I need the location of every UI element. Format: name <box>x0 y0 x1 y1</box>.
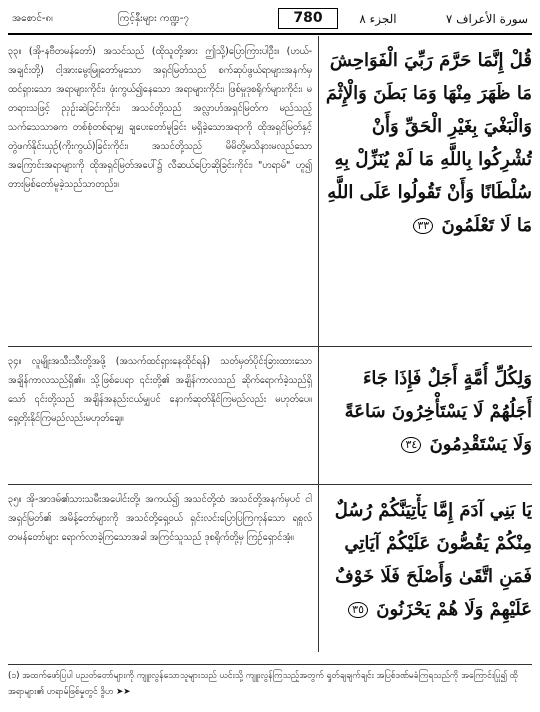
page-number: 780 <box>278 8 338 29</box>
page-header <box>8 8 532 30</box>
translation-verse-33: ၃၃။ (အို-နဗီတမန်တော်) အသင်သည် (ထိုသူတို့အား ဤသို့)ပြောကြားပါဦး။ (ဟယ်-အချင်းတို့) ငါ့အားမွေးမြူတော်မူသော အရှင်မြတ်သည် စက်ဆုပ်ဖွယ်ရာများအနက်မှ ထင်ရှားသော အရာများကိုင်း၊ ဖုံးကွယ်၍နေသော အရာများကိုင်း၊ ဖြစ်မှုဒုစရိုက်များကိုင်း၊ မတရားသဖြင့် ညှဉ်းဆဲခြင်းကိုင်း၊ အသင်တို့သည် အလ္လာဟ်အရှင်မြတ်က မည်သည့်သက်သေသာဓက တစ်စုံတစ်ရာမျှ ချပေးတော်မူခြင်း မရှိခဲ့သောအရာကို ထိုအရှင်မြတ်နှင့် တွဲဖက်နိုင်းယှဉ်(ကိုးကွယ်)ခြင်းကိုင်း၊ အသင်တို့သည် မိမိတို့မသိနားမလည်သောအကြောင်းအရာများကို ထိုအရှင်မြတ်အပေါ်၌ လီဆယ်ပြောဆိုခြင်းကိုင်း၊ "ဟရာမ်" ဟူ၍ တားမြစ်တော်မူခဲ့သည်သာတည်း။ <box>8 46 312 190</box>
translation-verse-35: ၃၅။ အို-အာဒမ်၏သားသမီးအပေါင်းတို့၊ အကယ်၍ အသင်တို့ထံ အသင်တို့အနက်မှပင် ငါအရှင်မြတ်၏ အမိန့်တော်များကို အသင်တို့ရှေ့ဝယ် ရှင်းလင်းပြောပြကြကုန်သော ရစူလ်တမန်တော်များ ရောက်လာခဲ့ကြသောအခါ အကြင်သူသည် ဒုစရိုက်တို့မှ ကြဉ်ရှောင်အံ့။ <box>8 494 312 543</box>
header-section: ကြင့်နှီးများ ကဏ္ဍ-၇ <box>118 13 189 24</box>
header-juz: الجزء ٨ <box>359 12 397 26</box>
block-divider <box>8 484 532 485</box>
arabic-text: وَلِكُلِّ أُمَّةٍ أَجَلٌ فَإِذَا جَاءَ أَجَلُهُمْ لَا يَسْتَأْخِرُونَ سَاعَةً وَلَا يَسْتَقْدِمُونَ <box>344 368 532 455</box>
arabic-verse-33 <box>324 44 532 244</box>
arabic-text: قُلْ إِنَّمَا حَرَّمَ رَبِّيَ الْفَوَاحِشَ مَا ظَهَرَ مِنْهَا وَمَا بَطَنَ وَالْإِثْمَ وَالْبَغْيَ بِغَيْرِ الْحَقِّ وَأَنْ تُشْرِكُوا بِاللَّهِ مَا لَمْ يُنَزِّلْ بِهِ سُلْطَانًا وَأَنْ تَقُولُوا عَلَى اللَّهِ مَا لَا تَعْلَمُونَ <box>325 50 532 236</box>
block-divider <box>8 346 532 347</box>
header-divider <box>8 33 532 35</box>
arabic-verse-34 <box>324 362 532 472</box>
translation-verse-34: ၃၄။ လူမျိုးအသီးသီးတို့အဖို့ (အသက်ထင်ရှားနေထိုင်ရန်) သတ်မှတ်ပိုင်းခြားထားသော အချိန်ကာလသည်ရှိ၏။ သို့ဖြစ်ပေရာ ၎င်းတို့၏ အချိန်ကာလသည် ဆိုက်ရောက်ခဲ့သည်ရှိသော် ၎င်းတို့သည် အချိန်အနည်းငယ်မျှပင် နောက်ဆုတ်နိုင်ကြမည်လည်း မဟုတ်ပေ။ ရှေ့တိုးနိုင်ကြမည်လည်းမဟုတ်ချေ။ <box>8 356 312 424</box>
arabic-text: يَا بَنِي آدَمَ إِمَّا يَأْتِيَنَّكُمْ رُسُلٌ مِنْكُمْ يَقُصُّونَ عَلَيْكُمْ آيَاتِي فَمَنِ اتَّقَىٰ وَأَصْلَحَ فَلَا خَوْفٌ عَلَيْهِمْ وَلَا هُمْ يَحْزَنُونَ <box>334 500 532 620</box>
arabic-verse-35 <box>324 494 532 660</box>
footnote: (၁) အထက်ဖော်ပြပါ ပညတ်တော်များကို ကျူးလွန်သောသူများသည် ယင်းသို့ ကျူးလွန်ကြသည့်အတွက် ရှုတ်ချချက်ချင်း အပြစ်ဒဏ်မခံကြရသည်ကို အကြောင်းပြု၍ ထိုအရာများ၏ ဟရာမ်ဖြစ်မှုတွင် ဒွိဟ ➤➤ <box>8 671 518 697</box>
footnote-divider <box>8 664 532 665</box>
column-divider <box>318 36 319 652</box>
header-surah: سورة الأعراف ٧ <box>445 12 528 26</box>
ayah-marker: ٣٤ <box>401 437 421 453</box>
ayah-marker: ٣٣ <box>413 218 433 234</box>
header-volume: အစောင်-၈၊ <box>12 13 53 24</box>
ayah-marker: ٣٥ <box>348 602 368 618</box>
